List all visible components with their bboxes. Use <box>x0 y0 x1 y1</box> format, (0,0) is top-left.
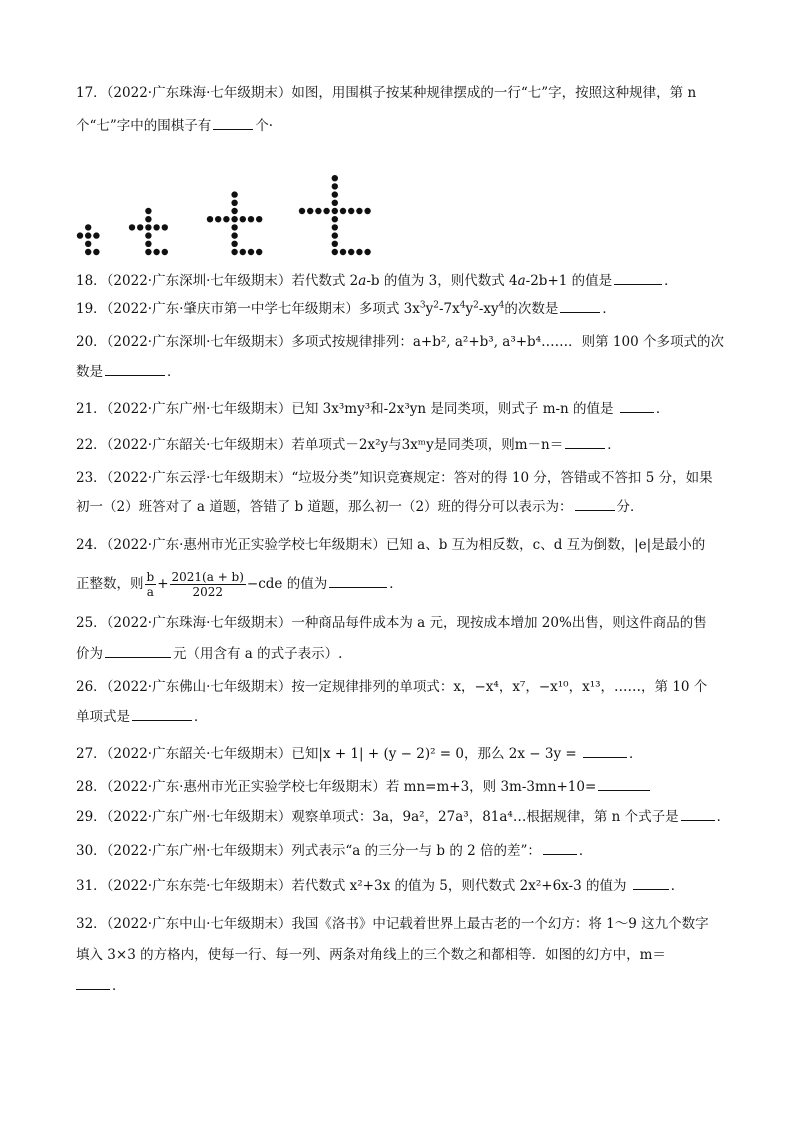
q20-text: 数是 <box>76 364 103 380</box>
go-stone-4 <box>364 208 370 214</box>
go-stone-3 <box>248 216 254 222</box>
q27-text: 27．（2022·广东韶关·七年级期末）已知|x + 1| + (y − 2)² = 0，那么 2x − 3y = <box>76 746 581 762</box>
go-stone-2 <box>145 208 151 214</box>
q30-text: 30．（2022·广东广州·七年级期末）列式表示“a 的三分一与 b 的 2 倍的差”： <box>76 843 541 859</box>
answer-blank-28[interactable] <box>598 776 650 791</box>
frac-num: b <box>146 570 155 584</box>
go-stone-4 <box>315 208 321 214</box>
go-stone-3 <box>256 216 262 222</box>
go-stone-3 <box>231 224 237 230</box>
go-stone-2 <box>145 216 151 222</box>
go-stone-3 <box>231 191 237 197</box>
go-stone-2 <box>145 232 151 238</box>
exp: 3 <box>419 300 426 311</box>
go-stone-2 <box>145 224 151 230</box>
q25-text: 价为 <box>76 646 103 662</box>
go-stone-4 <box>332 208 338 214</box>
go-stone-4 <box>332 241 338 247</box>
go-stone-4 <box>332 183 338 189</box>
go-stone-3 <box>256 249 262 255</box>
fraction-2021 <box>170 570 246 599</box>
q19-p2: y <box>425 301 434 317</box>
question-17-text: 个“七”字中的围棋子有 <box>76 118 212 134</box>
question-26-line-1: 26．（2022·广东佛山·七年级期末）按一定规律排列的单项式：x，−x⁴，x⁷，−x¹⁰，x¹³，……，第 10 个 <box>76 679 708 695</box>
go-stone-3 <box>231 200 237 206</box>
question-30 <box>76 838 726 865</box>
go-stone-4 <box>340 208 346 214</box>
q22-end: ． <box>607 437 621 453</box>
exp: 2 <box>473 300 479 311</box>
go-stone-2 <box>145 249 151 255</box>
question-19 <box>76 296 726 323</box>
answer-blank-25[interactable] <box>105 643 171 658</box>
go-stone-3 <box>231 208 237 214</box>
question-28 <box>76 774 726 801</box>
go-stone-4 <box>356 208 362 214</box>
go-stone-1 <box>85 249 91 255</box>
go-stone-4 <box>332 249 338 255</box>
answer-blank-31[interactable] <box>633 875 669 890</box>
answer-blank-21[interactable] <box>620 398 654 413</box>
fraction-b-over-a <box>145 570 157 599</box>
plus-sign: + <box>157 576 169 592</box>
go-stone-4 <box>332 216 338 222</box>
q21-end: ． <box>655 401 670 417</box>
question-27 <box>76 741 726 768</box>
answer-blank-18[interactable] <box>614 270 662 285</box>
q26-text: 单项式是 <box>76 709 130 725</box>
go-stone-1 <box>85 224 91 230</box>
exp: 4 <box>498 300 505 311</box>
q19-post: 的次数是 <box>504 301 559 317</box>
question-17-line-2 <box>76 113 726 140</box>
answer-blank-22[interactable] <box>565 434 605 449</box>
question-24-line-2 <box>76 566 726 602</box>
go-stone-2 <box>145 241 151 247</box>
go-stone-1 <box>93 249 99 255</box>
go-stone-1 <box>85 241 91 247</box>
go-stone-2 <box>162 224 168 230</box>
question-26-line-2 <box>76 704 726 731</box>
q32-end: ． <box>112 978 126 994</box>
go-stone-2 <box>162 249 168 255</box>
go-stone-3 <box>215 216 221 222</box>
question-32-line-1: 32．（2022·广东中山·七年级期末）我国《洛书》中记载着世界上最古老的一个幻方：将 1～9 这九个数字 <box>76 916 709 932</box>
go-stone-3 <box>207 216 213 222</box>
go-stone-4 <box>332 191 338 197</box>
go-stone-4 <box>332 175 338 181</box>
question-29 <box>76 804 731 831</box>
go-stone-3 <box>240 216 246 222</box>
q22-text: 22．（2022·广东韶关·七年级期末）若单项式－2x²y与3xᵐy是同类项，则m－n＝ <box>76 437 564 453</box>
go-stone-4 <box>356 249 362 255</box>
q29-end: ． <box>716 809 731 825</box>
q24-tail: −cde 的值为 <box>246 576 328 592</box>
go-stone-4 <box>332 200 338 206</box>
go-stone-3 <box>240 249 246 255</box>
go-stone-4 <box>307 208 313 214</box>
q19-p5: -xy <box>478 301 499 317</box>
answer-blank-32[interactable] <box>76 975 110 990</box>
go-stone-1 <box>77 232 83 238</box>
question-32-line-3 <box>76 973 726 1000</box>
answer-blank-23[interactable] <box>575 496 615 511</box>
question-24-line-1: 24．（2022·广东·惠州市光正实验学校七年级期末）已知 a、b 互为相反数，c、d 互为倒数，|e|是最小的 <box>76 537 706 553</box>
q24-end: ． <box>389 576 403 592</box>
q30-end: ． <box>578 843 593 859</box>
answer-blank-27[interactable] <box>583 743 627 758</box>
q31-text: 31．（2022·广东东莞·七年级期末）若代数式 x²+3x 的值为 5，则代数式 2x²+6x-3 的值为 <box>76 878 631 894</box>
q23-text: 初一（2）班答对了 a 道题，答错了 b 道题，那么初一（2）班的得分可以表示为： <box>76 499 573 515</box>
question-20-line-2 <box>76 359 726 386</box>
frac-den: a <box>146 585 154 599</box>
answer-blank-26[interactable] <box>132 706 192 721</box>
q21-text: 21．（2022·广东广州·七年级期末）已知 3x³my³和-2x³yn 是同类项，则式子 m-n 的值是 <box>76 401 618 417</box>
go-stone-3 <box>231 241 237 247</box>
q26-end: ． <box>194 709 208 725</box>
question-17-line-1: 17．（2022·广东珠海·七年级期末）如图，用围棋子按某种规律摆成的一行“七”字，按照这种规律，第 n <box>76 85 697 101</box>
go-stone-1 <box>93 232 99 238</box>
answer-blank-30[interactable] <box>543 840 577 855</box>
exp: 2 <box>433 300 439 311</box>
question-23-line-1: 23．（2022·广东云浮·七年级期末）“垃圾分类”知识竞赛规定：答对的得 10 分，答错或不答扣 5 分，如果 <box>76 470 713 486</box>
go-stone-4 <box>348 249 354 255</box>
question-21 <box>76 396 726 423</box>
go-stone-4 <box>332 232 338 238</box>
q28-text: 28．（2022·广东·惠州市光正实验学校七年级期末）若 mn=m+3，则 3m-3mn+10= <box>76 779 597 795</box>
go-stone-2 <box>153 224 159 230</box>
q19-end: ． <box>602 301 616 317</box>
go-stones-qi-figure <box>70 140 410 260</box>
answer-blank-20[interactable] <box>105 361 165 376</box>
q19-p4: y <box>465 301 474 317</box>
q31-end: ． <box>670 878 685 894</box>
q19-pre: 19．（2022·广东·肇庆市第一中学七年级期末）多项式 3x <box>76 301 420 317</box>
frac-num: 2021(a + b) <box>171 570 244 584</box>
question-22 <box>76 432 726 459</box>
go-stone-2 <box>137 224 143 230</box>
question-20-line-1: 20．（2022·广东深圳·七年级期末）多项式按规律排列：a+b², a²+b³, a³+b⁴……．则第 100 个多项式的次 <box>76 334 724 350</box>
var-a: a <box>358 273 367 289</box>
go-stone-4 <box>364 249 370 255</box>
question-23-line-2 <box>76 494 726 521</box>
q27-end: ． <box>629 746 643 762</box>
q18-mid: 的值为 3，则代数式 4 <box>379 273 518 289</box>
go-stone-4 <box>348 208 354 214</box>
go-stone-1 <box>85 232 91 238</box>
go-stone-3 <box>231 216 237 222</box>
q25-end: 元（用含有 a 的式子表示）. <box>173 646 343 662</box>
frac-den: 2022 <box>192 585 223 599</box>
q24-text: 正整数，则 <box>76 576 144 592</box>
exp: 4 <box>459 300 466 311</box>
go-stone-4 <box>340 249 346 255</box>
question-31 <box>76 873 726 900</box>
go-stone-2 <box>129 224 135 230</box>
question-17-suffix: 个· <box>255 118 274 134</box>
question-25-line-2 <box>76 641 726 668</box>
go-stone-4 <box>332 224 338 230</box>
q18-tail: -2b+1 的值是 <box>525 273 613 289</box>
answer-blank-29[interactable] <box>681 806 715 821</box>
answer-blank-24[interactable] <box>329 573 387 588</box>
go-stone-3 <box>231 232 237 238</box>
q19-p3: -7x <box>438 301 460 317</box>
go-stone-4 <box>299 208 305 214</box>
go-stone-3 <box>231 249 237 255</box>
q20-end: ． <box>167 364 181 380</box>
q18-b: -b <box>366 273 380 289</box>
q18-end: ． <box>664 273 678 289</box>
q23-end: 分． <box>616 499 644 515</box>
go-stone-2 <box>153 249 159 255</box>
question-32-line-2: 填入 3×3 的方格内，使每一行、每一列、两条对角线上的三个数之和都相等．如图的幻方中，m＝ <box>76 947 666 963</box>
go-stone-4 <box>323 208 329 214</box>
var-a: a <box>517 273 526 289</box>
question-18 <box>76 268 726 295</box>
go-stone-3 <box>248 249 254 255</box>
go-stone-3 <box>223 216 229 222</box>
q29-text: 29．（2022·广东广州·七年级期末）观察单项式：3a，9a²，27a³，81a⁴…根据规律，第 n 个式子是 <box>76 809 679 825</box>
question-18-text: 18．（2022·广东深圳·七年级期末）若代数式 2 <box>76 273 359 289</box>
answer-blank-19[interactable] <box>560 298 600 313</box>
answer-blank-17[interactable] <box>213 115 253 130</box>
question-25-line-1: 25．（2022·广东珠海·七年级期末）一种商品每件成本为 a 元，现按成本增加 20%出售，则这件商品的售 <box>76 615 707 631</box>
